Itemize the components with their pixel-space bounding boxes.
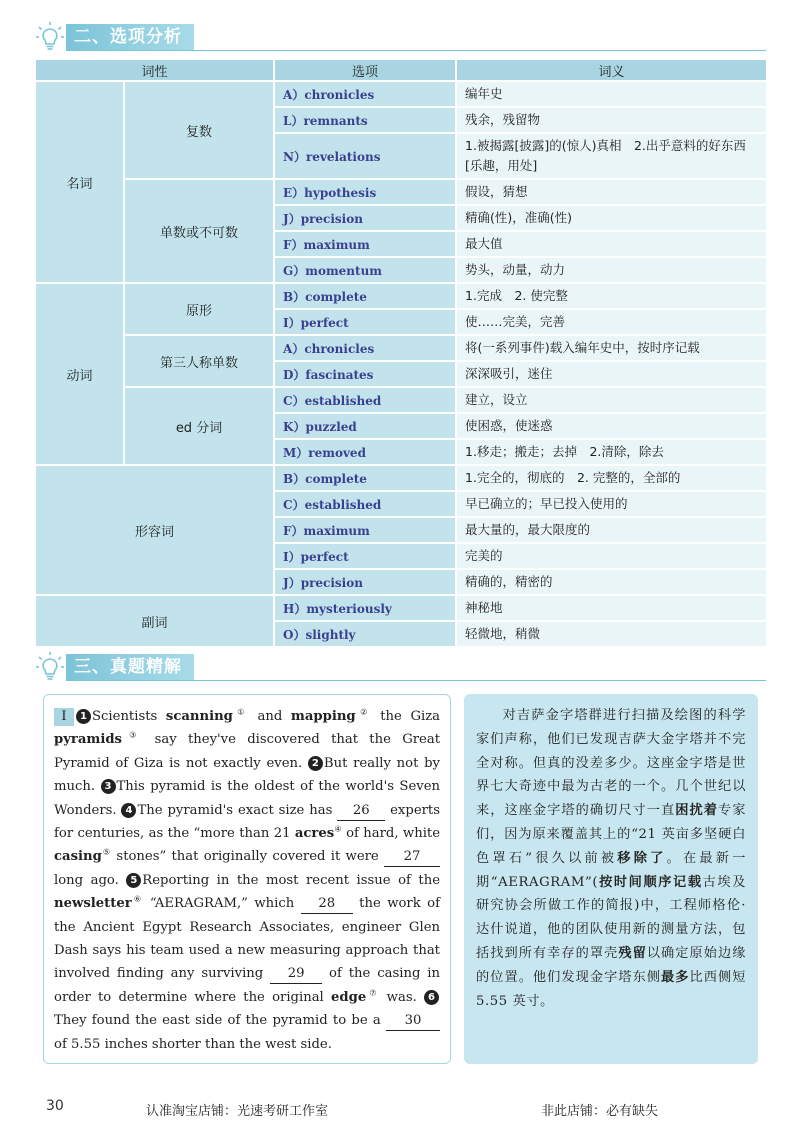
passage-text: say they've discovered that the Great Pyramid of Giza is not exactly even. (54, 732, 440, 771)
passage-text: the Giza (371, 709, 441, 724)
translation-text: 古埃及研究协会所做工作的简报)中，工程师格伦· 达什说道，他的团队使用新的测量方法，包括找到所有幸存的罩壳 (476, 874, 746, 961)
meaning-cell: 深深吸引，迷住 (456, 361, 767, 387)
sentence-number: 6 (424, 990, 439, 1005)
option-cell: D）fascinates (274, 361, 456, 387)
vocabulary-table (34, 58, 768, 648)
passage-text: of 5.55 inches shorter than the west side. (54, 1036, 332, 1052)
section-title: 二、选项分析 (66, 24, 194, 50)
meaning-cell: 最大值 (456, 231, 767, 257)
note-marker: ② (355, 707, 372, 717)
note-marker: ① (232, 707, 249, 717)
passage-text: experts for centuries, as the “more than 21 (54, 802, 440, 842)
table-header-row (35, 59, 767, 81)
option-cell: M）removed (274, 439, 456, 465)
meaning-cell: 编年史 (456, 81, 767, 107)
meaning-cell: 1.被揭露[披露]的(惊人)真相 2.出乎意料的好东西[乐趣，用处] (456, 133, 767, 179)
note-marker: ⑦ (366, 988, 380, 998)
note-marker: ④ (334, 824, 342, 834)
lightbulb-icon (34, 20, 66, 52)
translation-text: 对吉萨金字塔群进行扫描及绘图的科学家们声称，他们已发现吉萨大金字塔并不完全对称。但真的没差多少。这座金字塔是世界七大奇迹中最为古老的一个。几个世纪以来，这座金字塔的确切尺寸一直 (476, 708, 746, 819)
option-cell: I）perfect (274, 543, 456, 569)
blank-27[interactable]: 27 (384, 848, 440, 867)
meaning-cell: 1.完全的，彻底的 2. 完整的，全部的 (456, 465, 767, 491)
option-cell: A）chronicles (274, 335, 456, 361)
meaning-cell: 将(一系列事件)载入编年史中，按时序记载 (456, 335, 767, 361)
paragraph-marker: Ⅰ (54, 708, 74, 726)
translation-text: 以确定原始边缘的位置。他们发现金字塔东侧 (476, 945, 747, 985)
pos-adjective: 形容词 (35, 465, 274, 595)
header-option: 选项 (274, 59, 456, 81)
passage-text: But really not by much. (54, 755, 440, 795)
passage-text: They found the east side of the pyramid to be a (54, 1013, 386, 1029)
translation-text: 比西侧短 5.55 英寸。 (476, 969, 746, 1009)
translation-keyword: 移除了 (617, 850, 667, 866)
translation-text: 。在最新一期“AERAGRAM”( (476, 850, 746, 890)
meaning-cell: 精确(性)，准确(性) (456, 205, 767, 231)
meaning-cell: 假设，猜想 (456, 179, 767, 205)
section-header-exam (34, 650, 766, 682)
section-title: 三、真题精解 (66, 654, 194, 680)
meaning-cell: 1.完成 2. 使完整 (456, 283, 767, 309)
sentence-number: 1 (76, 709, 91, 724)
meaning-cell: 1.移走；搬走；去掉 2.清除，除去 (456, 439, 767, 465)
section-rule (66, 50, 766, 51)
lightbulb-icon (34, 650, 66, 682)
sentence-number: 5 (126, 873, 141, 888)
passage-text: Reporting in the most recent issue of the (142, 872, 441, 888)
meaning-cell: 使困惑，使迷惑 (456, 413, 767, 439)
note-marker: ③ (122, 731, 144, 741)
table-row (35, 387, 767, 413)
sub-uncountable: 单数或不可数 (124, 179, 274, 283)
option-cell: G）momentum (274, 257, 456, 283)
translation-keyword: 最多 (661, 969, 690, 985)
pos-adverb: 副词 (35, 595, 274, 647)
header-meaning: 词义 (456, 59, 767, 81)
sentence-number: 4 (121, 803, 136, 818)
sentence-number: 2 (308, 756, 323, 771)
option-cell: F）maximum (274, 231, 456, 257)
table-row (35, 335, 767, 361)
meaning-cell: 早已确立的；早已投入使用的 (456, 491, 767, 517)
option-cell: N）revelations (274, 133, 456, 179)
meaning-cell: 完美的 (456, 543, 767, 569)
keyword: acres (294, 826, 335, 842)
translation-keyword: 残留 (618, 945, 647, 961)
header-pos: 词性 (35, 59, 274, 81)
keyword: scanning (165, 709, 233, 724)
sub-base: 原形 (124, 283, 274, 335)
sub-ed-participle: ed 分词 (124, 387, 274, 465)
sub-plural: 复数 (124, 81, 274, 179)
sentence-number: 3 (101, 779, 116, 794)
footer-warning: 非此店铺：必有缺失 (541, 1104, 659, 1119)
blank-30[interactable]: 30 (386, 1012, 440, 1031)
passage-text: was. (379, 989, 425, 1005)
option-cell: E）hypothesis (274, 179, 456, 205)
option-cell: F）maximum (274, 517, 456, 543)
meaning-cell: 精确的，精密的 (456, 569, 767, 595)
meaning-cell: 最大量的，最大限度的 (456, 517, 767, 543)
section-rule (66, 680, 766, 681)
option-cell: A）chronicles (274, 81, 456, 107)
table-row (35, 179, 767, 205)
chinese-translation (464, 694, 758, 1064)
translation-keyword: 困扰着 (675, 803, 718, 819)
meaning-cell: 建立，设立 (456, 387, 767, 413)
meaning-cell: 神秘地 (456, 595, 767, 621)
option-cell: C）established (274, 387, 456, 413)
passage-text: of the casing in order to determine where the original (54, 966, 440, 1005)
passage-text: and (248, 709, 291, 724)
keyword: pyramids (54, 732, 122, 748)
passage-text: the work of the Ancient Egypt Research Associates, engineer Glen Dash says his team used a new measuring approach that involved finding any surviving (54, 896, 440, 982)
note-marker: ⑥ (131, 894, 144, 904)
option-cell: B）complete (274, 465, 456, 491)
footer-shop-note: 认准淘宝店铺：光速考研工作室 (146, 1104, 329, 1119)
blank-28[interactable]: 28 (301, 895, 353, 914)
option-cell: L）remnants (274, 107, 456, 133)
translation-keyword: 按时间顺序记载 (598, 874, 703, 890)
blank-26[interactable]: 26 (337, 802, 385, 821)
translation-text: 专家们，因为原来覆盖其上的“21 英亩多坚硬白色罩石”很久以前被 (476, 803, 746, 866)
keyword: mapping (290, 709, 356, 724)
option-cell: C）established (274, 491, 456, 517)
passage-text: long ago. (54, 872, 127, 888)
keyword: casing (54, 849, 102, 865)
keyword: edge (331, 989, 367, 1005)
keyword: newsletter (54, 896, 132, 912)
option-cell: H）mysteriously (274, 595, 456, 621)
passage-text: stones” that originally covered it were (111, 849, 384, 865)
option-cell: B）complete (274, 283, 456, 309)
english-passage (43, 694, 451, 1064)
table-row (35, 465, 767, 491)
option-cell: I）perfect (274, 309, 456, 335)
meaning-cell: 使……完美，完善 (456, 309, 767, 335)
section-header-analysis (34, 20, 766, 52)
sub-third-person: 第三人称单数 (124, 335, 274, 387)
table-row (35, 283, 767, 309)
pos-verb: 动词 (35, 283, 124, 465)
passage-text: of hard, white (341, 826, 441, 842)
passage-text: The pyramid's exact size has (137, 802, 338, 818)
table-row (35, 81, 767, 107)
option-cell: O）slightly (274, 621, 456, 647)
blank-29[interactable]: 29 (270, 965, 322, 984)
option-cell: J）precision (274, 569, 456, 595)
pos-noun: 名词 (35, 81, 124, 283)
meaning-cell: 残余，残留物 (456, 107, 767, 133)
option-cell: J）precision (274, 205, 456, 231)
option-cell: K）puzzled (274, 413, 456, 439)
passage-text: “AERAGRAM,” which (143, 896, 301, 912)
note-marker: ⑤ (101, 848, 112, 858)
meaning-cell: 轻微地，稍微 (456, 621, 767, 647)
page-number: 30 (46, 1098, 64, 1114)
table-row (35, 595, 767, 621)
passage-text: Scientists (92, 709, 166, 724)
meaning-cell: 势头，动量，动力 (456, 257, 767, 283)
passage-text: This pyramid is the oldest of the world's Seven Wonders. (54, 779, 440, 818)
